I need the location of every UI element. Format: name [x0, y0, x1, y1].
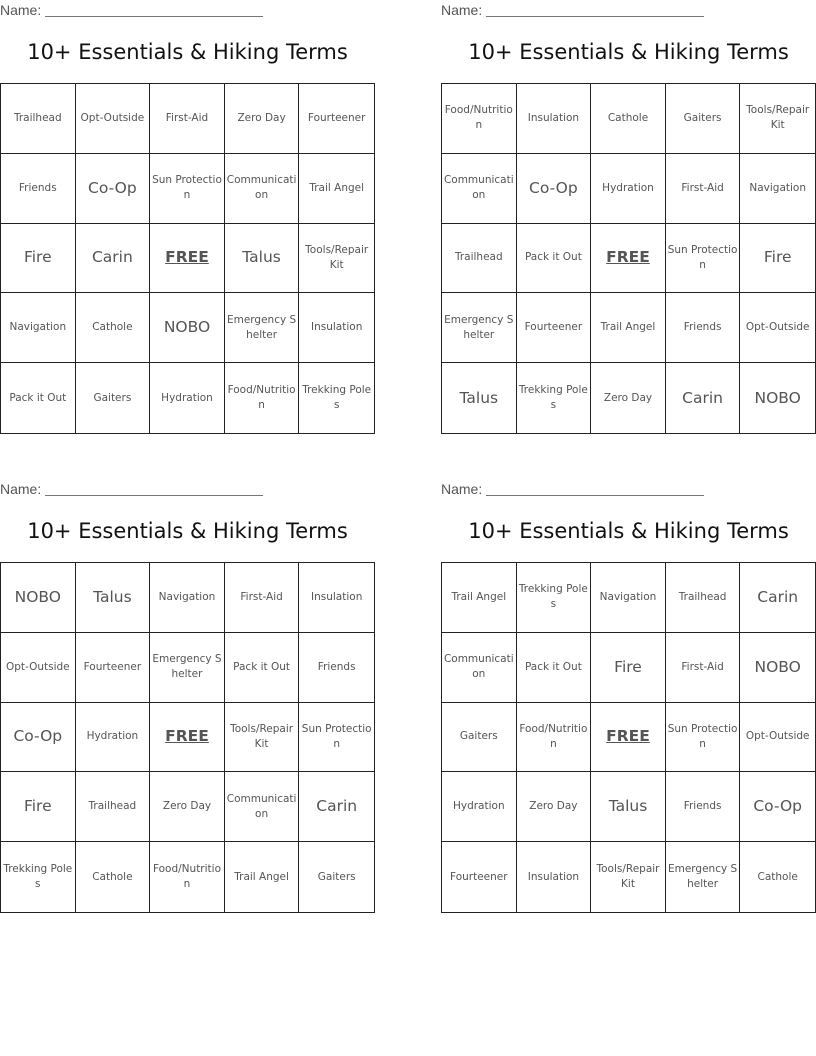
bingo-cell: Carin	[666, 363, 741, 433]
bingo-cell: Insulation	[517, 842, 592, 912]
bingo-cell: Navigation	[740, 154, 815, 224]
bingo-cell: Insulation	[299, 563, 374, 633]
bingo-cell: Tools/Repair Kit	[225, 703, 300, 773]
bingo-cell: NOBO	[754, 388, 801, 407]
bingo-cell: Navigation	[150, 563, 225, 633]
bingo-cell: Opt-Outside	[76, 84, 151, 154]
card-title: 10+ Essentials & Hiking Terms	[27, 519, 348, 543]
bingo-cell: Carin	[76, 224, 151, 294]
bingo-cell: Fire	[1, 224, 76, 294]
bingo-cell: Zero Day	[150, 772, 225, 842]
card-title: 10+ Essentials & Hiking Terms	[468, 40, 789, 64]
name-row	[0, 2, 263, 20]
bingo-cell: Talus	[591, 772, 666, 842]
bingo-cell: Friends	[299, 633, 374, 703]
bingo-cell: Cathole	[591, 84, 666, 154]
bingo-cell: Navigation	[1, 293, 76, 363]
bingo-cell: Co-Op	[76, 154, 151, 224]
bingo-grid	[0, 83, 375, 434]
bingo-cell: Cathole	[76, 293, 151, 363]
name-blank-line	[486, 2, 704, 17]
bingo-cell: Fourteener	[442, 842, 517, 912]
bingo-cell: Insulation	[299, 293, 374, 363]
bingo-cell: First-Aid	[666, 154, 741, 224]
name-row	[441, 481, 704, 499]
bingo-cell: Trekking Poles	[517, 563, 592, 633]
bingo-cell: Fire	[1, 772, 76, 842]
bingo-cell: Gaiters	[666, 84, 741, 154]
bingo-cell: Gaiters	[442, 703, 517, 773]
bingo-cell: Food/Nutrition	[442, 84, 517, 154]
name-row	[0, 481, 263, 499]
bingo-cell: Hydration	[76, 703, 151, 773]
bingo-cell: Co-Op	[1, 703, 76, 773]
name-row	[441, 2, 704, 20]
free-space-cell: FREE	[591, 224, 666, 294]
bingo-cell: Pack it Out	[1, 363, 76, 433]
bingo-cell: Fourteener	[299, 84, 374, 154]
bingo-cell: Pack it Out	[517, 224, 592, 294]
bingo-cell: Opt-Outside	[1, 633, 76, 703]
bingo-cell: Sun Protection	[666, 703, 741, 773]
bingo-cell: NOBO	[740, 633, 815, 703]
bingo-cell: Emergency Shelter	[150, 633, 225, 703]
bingo-cell: Trailhead	[442, 224, 517, 294]
bingo-cell: NOBO	[1, 563, 76, 633]
bingo-cell: Insulation	[517, 84, 592, 154]
bingo-cell: Navigation	[591, 563, 666, 633]
bingo-cell: Opt-Outside	[740, 293, 815, 363]
bingo-cell: Food/Nutrition	[517, 703, 592, 773]
bingo-cell: Trail Angel	[442, 563, 517, 633]
bingo-cell: Hydration	[442, 772, 517, 842]
bingo-cell: Trekking Poles	[1, 842, 76, 912]
bingo-cell: Friends	[666, 293, 741, 363]
bingo-grid	[0, 562, 375, 913]
name-label: Name:	[0, 481, 42, 497]
bingo-cell: Trailhead	[76, 772, 151, 842]
bingo-cell: Communication	[225, 772, 300, 842]
bingo-cell: Trailhead	[666, 563, 741, 633]
bingo-cell: Sun Protection	[150, 154, 225, 224]
bingo-cell: Tools/Repair Kit	[740, 84, 815, 154]
bingo-cell: Emergency Shelter	[225, 293, 300, 363]
free-space-cell: FREE	[150, 703, 225, 773]
bingo-cell: Trailhead	[1, 84, 76, 154]
bingo-cell: First-Aid	[666, 633, 741, 703]
name-label: Name:	[441, 2, 483, 18]
bingo-cell: Opt-Outside	[740, 703, 815, 773]
free-space-cell: FREE	[591, 703, 666, 773]
bingo-cell: Friends	[666, 772, 741, 842]
bingo-cell: NOBO	[150, 293, 225, 363]
bingo-cell: Talus	[442, 363, 517, 433]
bingo-cell: Carin	[740, 563, 815, 633]
bingo-cell: First-Aid	[150, 84, 225, 154]
bingo-cell: Fire	[740, 224, 815, 294]
bingo-cell: Pack it Out	[225, 633, 300, 703]
name-blank-line	[45, 2, 263, 17]
bingo-cell: Communication	[442, 154, 517, 224]
bingo-cell: Emergency Shelter	[442, 293, 517, 363]
bingo-cell: Gaiters	[317, 870, 356, 883]
bingo-cell: Trekking Poles	[517, 363, 592, 433]
bingo-cell: Fourteener	[76, 633, 151, 703]
bingo-cell: Cathole	[757, 870, 798, 883]
bingo-cell: Sun Protection	[666, 224, 741, 294]
bingo-cell: Trail Angel	[299, 154, 374, 224]
bingo-cell: Pack it Out	[517, 633, 592, 703]
bingo-cell: Zero Day	[225, 84, 300, 154]
name-label: Name:	[0, 2, 42, 18]
bingo-cell: Gaiters	[76, 363, 151, 433]
bingo-cell: Communication	[442, 633, 517, 703]
bingo-grid	[441, 562, 816, 913]
bingo-cell: First-Aid	[225, 563, 300, 633]
card-title: 10+ Essentials & Hiking Terms	[468, 519, 789, 543]
bingo-cell: Co-Op	[517, 154, 592, 224]
bingo-cell: Zero Day	[517, 772, 592, 842]
bingo-cell: Communication	[225, 154, 300, 224]
bingo-cell: Food/Nutrition	[150, 842, 225, 912]
bingo-cell: Fourteener	[517, 293, 592, 363]
bingo-cell: Talus	[76, 563, 151, 633]
name-label: Name:	[441, 481, 483, 497]
bingo-cell: Trekking Poles	[302, 384, 372, 412]
bingo-cell: Zero Day	[591, 363, 666, 433]
bingo-grid	[441, 83, 816, 434]
bingo-cell: Cathole	[76, 842, 151, 912]
bingo-cell: Tools/Repair Kit	[591, 842, 666, 912]
bingo-cell: Friends	[1, 154, 76, 224]
bingo-cell: Carin	[299, 772, 374, 842]
name-blank-line	[486, 481, 704, 496]
card-title: 10+ Essentials & Hiking Terms	[27, 40, 348, 64]
name-blank-line	[45, 481, 263, 496]
bingo-cell: Sun Protection	[299, 703, 374, 773]
bingo-cell: Hydration	[150, 363, 225, 433]
bingo-cell: Emergency Shelter	[666, 842, 741, 912]
bingo-cell: Trail Angel	[225, 842, 300, 912]
free-space-cell: FREE	[150, 224, 225, 294]
bingo-cell: Food/Nutrition	[225, 363, 300, 433]
bingo-cell: Tools/Repair Kit	[299, 224, 374, 294]
bingo-cell: Trail Angel	[591, 293, 666, 363]
bingo-cell: Talus	[225, 224, 300, 294]
bingo-cell: Co-Op	[740, 772, 815, 842]
bingo-cell: Fire	[591, 633, 666, 703]
bingo-cell: Hydration	[591, 154, 666, 224]
